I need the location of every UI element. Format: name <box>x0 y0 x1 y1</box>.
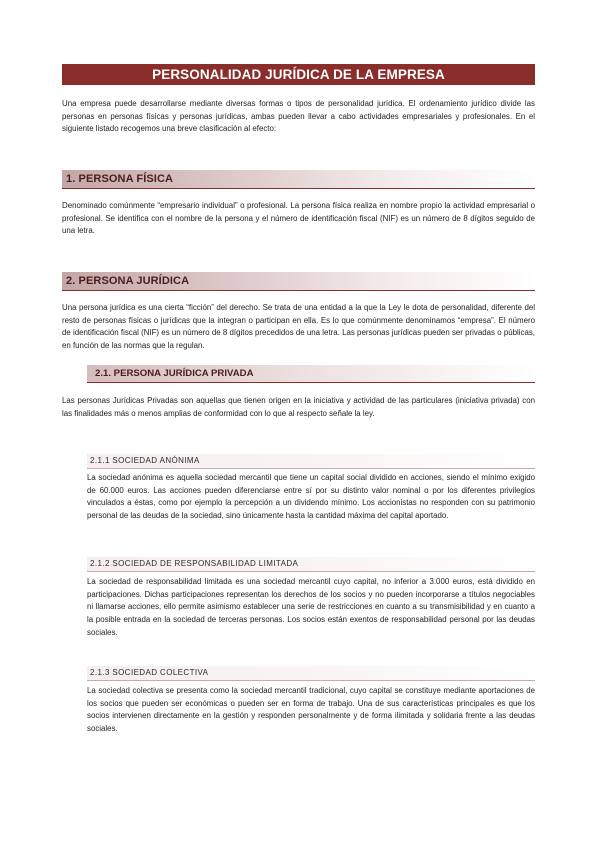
subsection-heading-privada <box>87 365 535 383</box>
subsubsection-paragraph-anonima: La sociedad anónima es aquella sociedad mercantil que tiene un capital social dividido en acciones, siendo el mínimo exigido de 60.000 euros. Las acciones pueden diferenciarse entre sí por su distinto valor nominal o por los diferentes privilegios vinculados a éstas, como por ejemplo la percepción a un dividendo mínimo. Los accionistas no responden con su patrimonio personal de las deudas de la sociedad, sino únicamente hasta la cantidad máxima del capital aportado. <box>87 473 535 521</box>
section-paragraph-persona-fisica: Denominado comúnmente “empresario individual” o profesional. La persona física realiza en nombre propio la actividad empresarial o profesional. Se identifica con el nombre de la persona y el número de identificación fiscal (NIF) es un número de 8 dígitos seguido de una letra. <box>62 201 535 236</box>
page-title: PERSONALIDAD JURÍDICA DE LA EMPRESA <box>62 64 535 85</box>
section-heading-persona-juridica <box>62 272 535 291</box>
section-heading-label: 2. PERSONA JURÍDICA <box>66 275 190 287</box>
subsubsection-paragraph-colectiva: La sociedad colectiva se presenta como la sociedad mercantil tradicional, cuyo capital se constituye mediante aportaciones de los socios que pueden ser económicas o pueden ser en forma de trabajo. Una de sus características principales es que los socios intervienen directamente en la gestión y responden personalmente y de forma ilimitada y solidaria frente a las deudas sociales. <box>87 686 535 734</box>
intro-paragraph: Una empresa puede desarrollarse mediante diversas formas o tipos de personalidad jurídica. El ordenamiento jurídico divide las personas en personas físicas y personas jurídicas, ambas pueden llevar a cabo actividades empresariales y profesionales. En el siguiente listado recogemos una breve clasificación al efecto: <box>62 99 535 134</box>
subsubsection-heading-limitada <box>87 557 535 572</box>
subsubsection-heading-label: 2.1.3 SOCIEDAD COLECTIVA <box>90 668 209 677</box>
subsubsection-heading-label: 2.1.1 SOCIEDAD ANÓNIMA <box>90 456 200 465</box>
subsubsection-paragraph-limitada: La sociedad de responsabilidad limitada es una sociedad mercantil cuyo capital, no inferior a 3.000 euros, está dividido en participaciones. Dichas participaciones representan los derechos de los socios y no pueden incorporarse a títulos negociables ni llamarse acciones, ello permite asimismo establecer una serie de restricciones en cuanto a su transmisibilidad y en cuanto a la posible entrada en la sociedad de terceras personas. Los socios están exentos de responsabilidad personal por las deudas sociales. <box>87 577 535 637</box>
section-paragraph-persona-juridica: Una persona jurídica es una cierta “ficción” del derecho. Se trata de una entidad a la que la Ley le dota de personalidad, diferente del resto de personas físicas o jurídicas que la integran o participan en ella. Es lo que comúnmente denominamos “empresa”. El número de identificación fiscal (NIF) es un número de 8 dígitos precedidos de una letra. Las personas jurídicas pueden ser privadas o públicas, en función de las normas que la regulan. <box>62 303 535 351</box>
subsubsection-heading-label: 2.1.2 SOCIEDAD DE RESPONSABILIDAD LIMITADA <box>90 559 299 568</box>
subsection-paragraph-privada: Las personas Jurídicas Privadas son aquellas que tienen origen en la iniciativa y actividad de las particulares (iniciativa privada) con las finalidades más o menos amplias de conformidad con lo que al respecto señale la ley. <box>62 396 535 418</box>
section-heading-persona-fisica <box>62 170 535 189</box>
subsubsection-heading-colectiva <box>87 666 535 681</box>
subsection-heading-label: 2.1. PERSONA JURÍDICA PRIVADA <box>95 368 254 379</box>
subsubsection-heading-anonima <box>87 454 535 469</box>
section-heading-label: 1. PERSONA FÍSICA <box>66 173 174 185</box>
